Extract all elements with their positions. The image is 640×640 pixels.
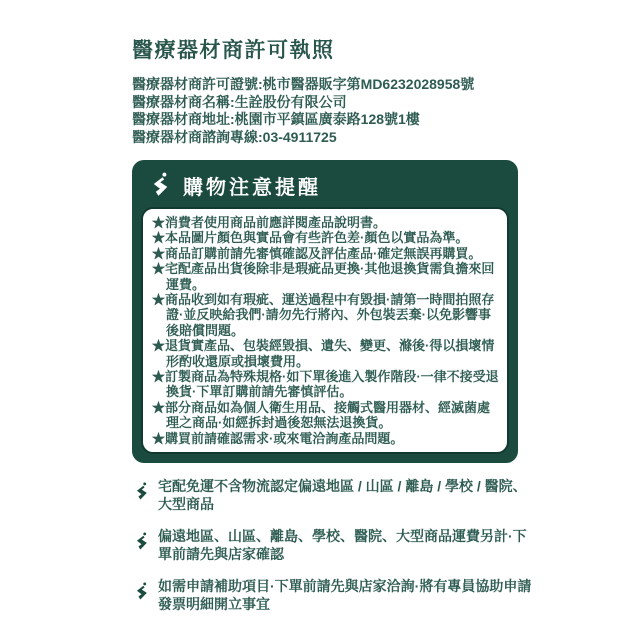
footer-note [132, 527, 532, 563]
footer-note-text: 偏遠地區、山區、離島、學校、醫院、大型商品運費另計·下單前請先與店家確認 [158, 528, 527, 563]
license-info-list [132, 76, 540, 146]
notice-item: ★消費者使用商品前應詳閱產品說明書。 [152, 215, 387, 230]
brand-logo-icon [132, 479, 151, 504]
notice-item: ★宅配產品出貨後除非是瑕疵品更換·其他退換貨需負擔來回運費。 [152, 261, 495, 292]
brand-logo-icon [132, 579, 151, 604]
notice-panel-title: 購物注意提醒 [183, 176, 321, 199]
license-info-line: 醫療器材商地址:桃園市平鎮區廣泰路128號1樓 [132, 111, 420, 127]
notice-item: ★本品圖片顏色與實品會有些許色差·顏色以實品為準。 [152, 230, 469, 246]
page-title: 醫療器材商許可執照 [132, 39, 335, 62]
notice-panel-header [141, 166, 509, 207]
shopping-notice-panel [132, 160, 518, 463]
footer-note-text: 如需申請補助項目·下單前請先與店家洽詢·將有專員協助申請發票明細開立事宜 [158, 578, 532, 613]
notice-item: ★商品收到如有瑕疵、運送過程中有毀損·請第一時間拍照存證·並反映給我們·請勿先行將內、外包裝丟棄·以免影響事後賠償問題。 [152, 292, 495, 338]
notice-item: ★購買前請確認需求·或來電洽詢產品問題。 [152, 430, 404, 446]
license-info-line: 醫療器材商許可證號:桃市醫器販字第MD6232028958號 [132, 76, 475, 92]
notice-items-box [141, 207, 509, 454]
notice-item: ★商品訂購前請先審慎確認及評估產品·確定無誤再購買。 [152, 245, 482, 261]
footer-note-text: 宅配免運不含物流認定偏遠地區 / 山區 / 離島 / 學校 / 醫院、大型商品 [158, 478, 527, 513]
license-info-line: 醫療器材商名稱:生詮股份有限公司 [132, 93, 347, 110]
notice-item: ★訂製商品為特殊規格·如下單後進入製作階段·一律不接受退換貨·下單訂購前請先審慎評估。 [152, 369, 499, 400]
brand-logo-icon [147, 169, 173, 201]
footer-notes [132, 477, 540, 613]
brand-logo-icon [132, 529, 151, 554]
notice-item: ★退貨實產品、包裝經毀損、遺失、變更、滌後·得以損壞情形酌收還原或損壞費用。 [152, 338, 495, 369]
footer-note [132, 577, 532, 613]
footer-note [132, 477, 532, 513]
notice-items-list [152, 215, 499, 446]
license-info-line: 醫療器材商諮詢專線:03-4911725 [132, 128, 337, 145]
notice-item: ★部分商品如為個人衛生用品、接觸式醫用器材、經滅菌處理之商品·如經拆封過後恕無法退換貨。 [152, 399, 491, 431]
